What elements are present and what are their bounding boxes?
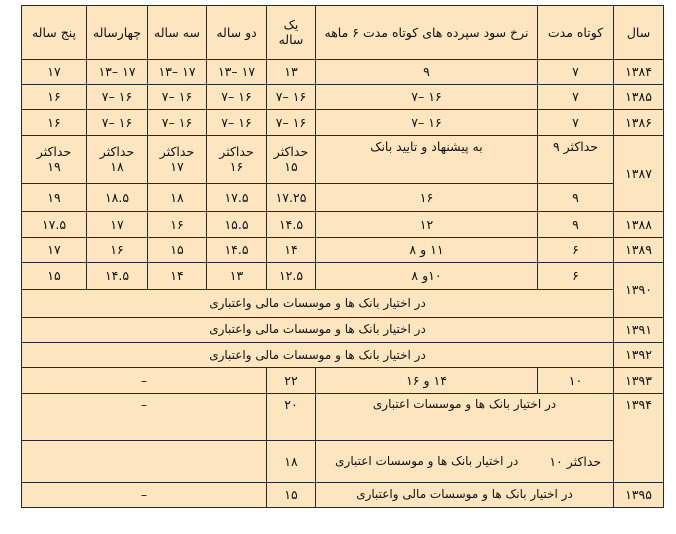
max-label: حداکثر bbox=[219, 143, 254, 159]
cell-note: در اختیار بانک ها و موسسات مالی واعتباری bbox=[22, 317, 614, 342]
table-row bbox=[22, 317, 664, 342]
cell-six-month: ۱۴ و ۱۶ bbox=[316, 368, 538, 393]
table-row bbox=[22, 110, 664, 135]
cell-note: در اختیار بانک ها و موسسات مالی واعتباری bbox=[316, 482, 614, 507]
cell-four-year: ۱۶ –۷ bbox=[87, 110, 148, 135]
header-three-year: سه ساله bbox=[148, 6, 207, 60]
cell-four-year: ۱۷ bbox=[87, 212, 148, 237]
cell-short-term: حداکثر ۱۰ bbox=[538, 441, 614, 482]
cell-year: ۱۳۸۶ bbox=[614, 110, 664, 135]
cell-three-year: ۱۸ bbox=[148, 184, 207, 212]
header-row bbox=[22, 6, 664, 60]
table-row bbox=[22, 393, 664, 441]
table-row bbox=[22, 290, 664, 317]
cell-short-term: ۷ bbox=[538, 110, 614, 135]
header-year: سال bbox=[614, 6, 664, 60]
cell-one-year: ۱۳ bbox=[267, 59, 316, 84]
table-row bbox=[22, 263, 664, 290]
cell-longer-terms-empty bbox=[22, 441, 267, 482]
table-row bbox=[22, 84, 664, 109]
cell-note: در اختیار بانک ها و موسسات اعتباری bbox=[316, 393, 614, 441]
cell-five-year: ۱۷.۵ bbox=[22, 212, 87, 237]
cell-six-month: به پیشنهاد و تایید بانک bbox=[316, 135, 538, 184]
cell-two-year: ۱۷ –۱۳ bbox=[207, 59, 267, 84]
header-short-term: کوتاه مدت bbox=[538, 6, 614, 60]
cell-six-month: ۹ bbox=[316, 59, 538, 84]
cell-note: در اختیار بانک ها و موسسات مالی واعتباری bbox=[22, 290, 614, 317]
cell-value: ۱۵ bbox=[284, 159, 298, 175]
cell-value: ۱۶ bbox=[229, 159, 244, 175]
cell-longer-terms: – bbox=[22, 393, 267, 441]
cell-five-year: ۱۶ bbox=[22, 84, 87, 109]
cell-one-year: ۱۸ bbox=[267, 441, 316, 482]
cell-six-month: ۱۱ و ۸ bbox=[316, 237, 538, 262]
cell-four-year: ۱۴.۵ bbox=[87, 263, 148, 290]
table-row bbox=[22, 368, 664, 393]
table-row bbox=[22, 184, 664, 212]
cell-short-term: ۶ bbox=[538, 237, 614, 262]
cell-three-year: ۱۵ bbox=[148, 237, 207, 262]
cell-three-year: ۱۶ –۷ bbox=[148, 84, 207, 109]
cell-four-year: ۱۶ –۷ bbox=[87, 84, 148, 109]
cell-short-term: ۹ bbox=[538, 184, 614, 212]
cell-five-year: ۱۷ bbox=[22, 237, 87, 262]
cell-value: ۱۷ bbox=[170, 159, 184, 175]
cell-five-year bbox=[22, 135, 87, 184]
cell-short-term: ۶ bbox=[538, 263, 614, 290]
cell-one-year: ۱۶ –۷ bbox=[267, 110, 316, 135]
cell-one-year: ۱۴.۵ bbox=[267, 212, 316, 237]
cell-year: ۱۳۹۱ bbox=[614, 317, 664, 342]
header-two-year: دو ساله bbox=[207, 6, 267, 60]
cell-six-month: ۱۰و ۸ bbox=[316, 263, 538, 290]
max-label: حداکثر bbox=[36, 143, 72, 159]
header-one-year-line2: ساله bbox=[278, 32, 304, 48]
header-one-year-line1: یک bbox=[283, 16, 299, 32]
cell-longer-terms: – bbox=[22, 368, 267, 393]
cell-one-year: ۱۷.۲۵ bbox=[267, 184, 316, 212]
cell-short-term: حداکثر ۹ bbox=[538, 135, 614, 184]
table-row bbox=[22, 212, 664, 237]
cell-six-month: ۱۲ bbox=[316, 212, 538, 237]
cell-year: ۱۳۹۲ bbox=[614, 342, 664, 367]
cell-short-term: ۷ bbox=[538, 59, 614, 84]
cell-year: ۱۳۹۳ bbox=[614, 368, 664, 393]
cell-five-year: ۱۹ bbox=[22, 184, 87, 212]
cell-two-year: ۱۴.۵ bbox=[207, 237, 267, 262]
cell-one-year: ۱۶ –۷ bbox=[267, 84, 316, 109]
max-label: حداکثر bbox=[273, 143, 309, 159]
cell-year: ۱۳۹۵ bbox=[614, 482, 664, 507]
cell-year: ۱۳۸۴ bbox=[614, 59, 664, 84]
cell-three-year: ۱۷ –۱۳ bbox=[148, 59, 207, 84]
cell-three-year: ۱۶ bbox=[148, 212, 207, 237]
cell-four-year bbox=[87, 135, 148, 184]
cell-longer-terms: – bbox=[22, 482, 267, 507]
cell-two-year: ۱۶ –۷ bbox=[207, 110, 267, 135]
cell-note: در اختیار بانک ها و موسسات مالی واعتباری bbox=[22, 342, 614, 367]
cell-four-year: ۱۶ bbox=[87, 237, 148, 262]
max-label: حداکثر bbox=[159, 143, 195, 159]
header-four-year: چهارساله bbox=[87, 6, 148, 60]
cell-year: ۱۳۸۵ bbox=[614, 84, 664, 109]
cell-six-month: ۱۶ –۷ bbox=[316, 84, 538, 109]
cell-two-year: ۱۵.۵ bbox=[207, 212, 267, 237]
cell-five-year: ۱۷ bbox=[22, 59, 87, 84]
cell-value: ۱۸ bbox=[110, 159, 124, 175]
cell-four-year: ۱۸.۵ bbox=[87, 184, 148, 212]
table-row bbox=[22, 342, 664, 367]
interest-rate-table bbox=[21, 5, 664, 508]
cell-two-year: ۱۶ –۷ bbox=[207, 84, 267, 109]
cell-value: ۱۹ bbox=[47, 159, 61, 175]
cell-one-year: ۱۴ bbox=[267, 237, 316, 262]
max-label: حداکثر bbox=[99, 143, 135, 159]
cell-short-term: ۱۰ bbox=[538, 368, 614, 393]
cell-three-year: ۱۴ bbox=[148, 263, 207, 290]
cell-year: ۱۳۹۰ bbox=[614, 263, 664, 318]
cell-one-year: ۱۵ bbox=[267, 482, 316, 507]
cell-one-year: ۲۰ bbox=[267, 393, 316, 441]
cell-six-month: ۱۶ –۷ bbox=[316, 110, 538, 135]
cell-one-year: ۱۲.۵ bbox=[267, 263, 316, 290]
cell-five-year: ۱۶ bbox=[22, 110, 87, 135]
header-five-year: پنج ساله bbox=[22, 6, 87, 60]
table-row bbox=[22, 237, 664, 262]
table-row bbox=[22, 441, 664, 482]
cell-short-term: ۷ bbox=[538, 84, 614, 109]
cell-year: ۱۳۸۹ bbox=[614, 237, 664, 262]
table-row bbox=[22, 59, 664, 84]
cell-six-month: در اختیار بانک ها و موسسات اعتباری bbox=[316, 441, 538, 482]
cell-one-year bbox=[267, 135, 316, 184]
cell-two-year: ۱۷.۵ bbox=[207, 184, 267, 212]
cell-one-year: ۲۲ bbox=[267, 368, 316, 393]
cell-year: ۱۳۸۷ bbox=[614, 135, 664, 212]
header-six-month: نرخ سود سپرده های کوتاه مدت ۶ ماهه bbox=[316, 6, 538, 60]
cell-three-year: ۱۶ –۷ bbox=[148, 110, 207, 135]
cell-four-year: ۱۷ –۱۳ bbox=[87, 59, 148, 84]
cell-five-year: ۱۵ bbox=[22, 263, 87, 290]
table-row bbox=[22, 135, 664, 184]
header-one-year bbox=[267, 6, 316, 60]
cell-three-year bbox=[148, 135, 207, 184]
cell-short-term: ۹ bbox=[538, 212, 614, 237]
cell-six-month: ۱۶ bbox=[316, 184, 538, 212]
cell-year: ۱۳۹۴ bbox=[614, 393, 664, 482]
cell-two-year: ۱۳ bbox=[207, 263, 267, 290]
cell-year: ۱۳۸۸ bbox=[614, 212, 664, 237]
cell-two-year bbox=[207, 135, 267, 184]
table-row bbox=[22, 482, 664, 507]
